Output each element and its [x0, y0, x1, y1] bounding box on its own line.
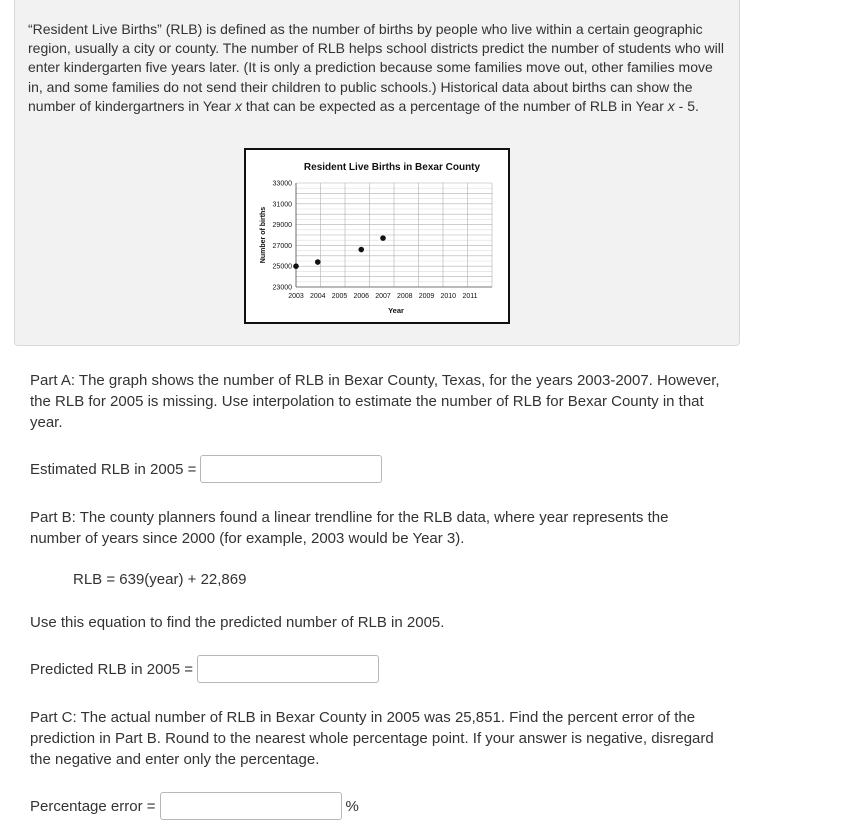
y-tick-label: 31000: [272, 201, 292, 209]
data-point: [315, 259, 321, 265]
part-b-answer-row: [30, 655, 379, 683]
x-tick-label: 2004: [309, 293, 326, 300]
chart-ylabel: Number of births: [260, 206, 267, 264]
x-tick-label: 2006: [353, 293, 370, 300]
y-tick-label: 23000: [272, 284, 292, 292]
y-tick-label: 33000: [272, 180, 292, 188]
x-tick-label: 2008: [396, 293, 413, 300]
rlb-chart: [244, 148, 510, 324]
part-a-label: Estimated RLB in 2005 =: [30, 460, 197, 478]
part-a-text: Part A: The graph shows the number of RLB in Bexar County, Texas, for the years 2003-2007. However, the RLB for 2005 is missing. Use interpolation to estimate the number of RLB for Bexar County in that year.: [30, 372, 720, 431]
percentage-error-input[interactable]: [160, 792, 342, 820]
x-tick-label: 2005: [331, 293, 348, 300]
data-point: [358, 247, 364, 253]
x-tick-label: 2007: [375, 293, 391, 300]
part-c-answer-row: [30, 792, 359, 820]
part-b-text: Part B: The county planners found a linear trendline for the RLB data, where year represents the number of years since 2000 (for example, 2003 would be Year 3).: [30, 509, 669, 547]
x-tick-label: 2009: [418, 293, 435, 300]
x-tick-label: 2010: [440, 293, 457, 300]
part-b-instruction: Use this equation to find the predicted number of RLB in 2005.: [30, 614, 445, 631]
chart-xlabel: Year: [388, 306, 404, 315]
question-stem-panel: [14, 0, 740, 346]
y-tick-label: 25000: [272, 263, 292, 271]
data-point: [293, 263, 299, 269]
x-tick-label: 2003: [288, 293, 304, 300]
y-tick-label: 27000: [272, 242, 292, 250]
part-a-answer-row: [30, 455, 382, 483]
part-b-label: Predicted RLB in 2005 =: [30, 660, 194, 678]
part-c-label: Percentage error =: [30, 797, 156, 815]
part-c-text: Part C: The actual number of RLB in Bexar County in 2005 was 25,851. Find the percent error of the prediction in Part B. Round to the nearest whole percentage point. If your answer is negative, disregard the negative and enter only the percentage.: [30, 709, 714, 768]
chart-title: Resident Live Births in Bexar County: [303, 162, 481, 173]
predicted-rlb-input[interactable]: [197, 655, 379, 683]
trendline-equation: RLB = 639(year) + 22,869: [73, 571, 247, 588]
y-tick-label: 29000: [272, 222, 292, 230]
intro-text: “Resident Live Births” (RLB) is defined as the number of births by people who live within a certain geographic region, usually a city or county. The number of RLB helps school districts predict the number of students who will enter kindergarten five years later. (It is only a prediction because some families move out, other families move in, and some families do not send their children to public schools.) Historical data about births can show the number of kindergartners in Year x that can be expected as a percentage of the number of RLB in Year x - 5.: [28, 21, 724, 114]
estimated-rlb-input[interactable]: [200, 455, 382, 483]
x-tick-label: 2011: [462, 293, 478, 300]
percent-unit: %: [345, 797, 359, 815]
data-point: [380, 235, 386, 241]
